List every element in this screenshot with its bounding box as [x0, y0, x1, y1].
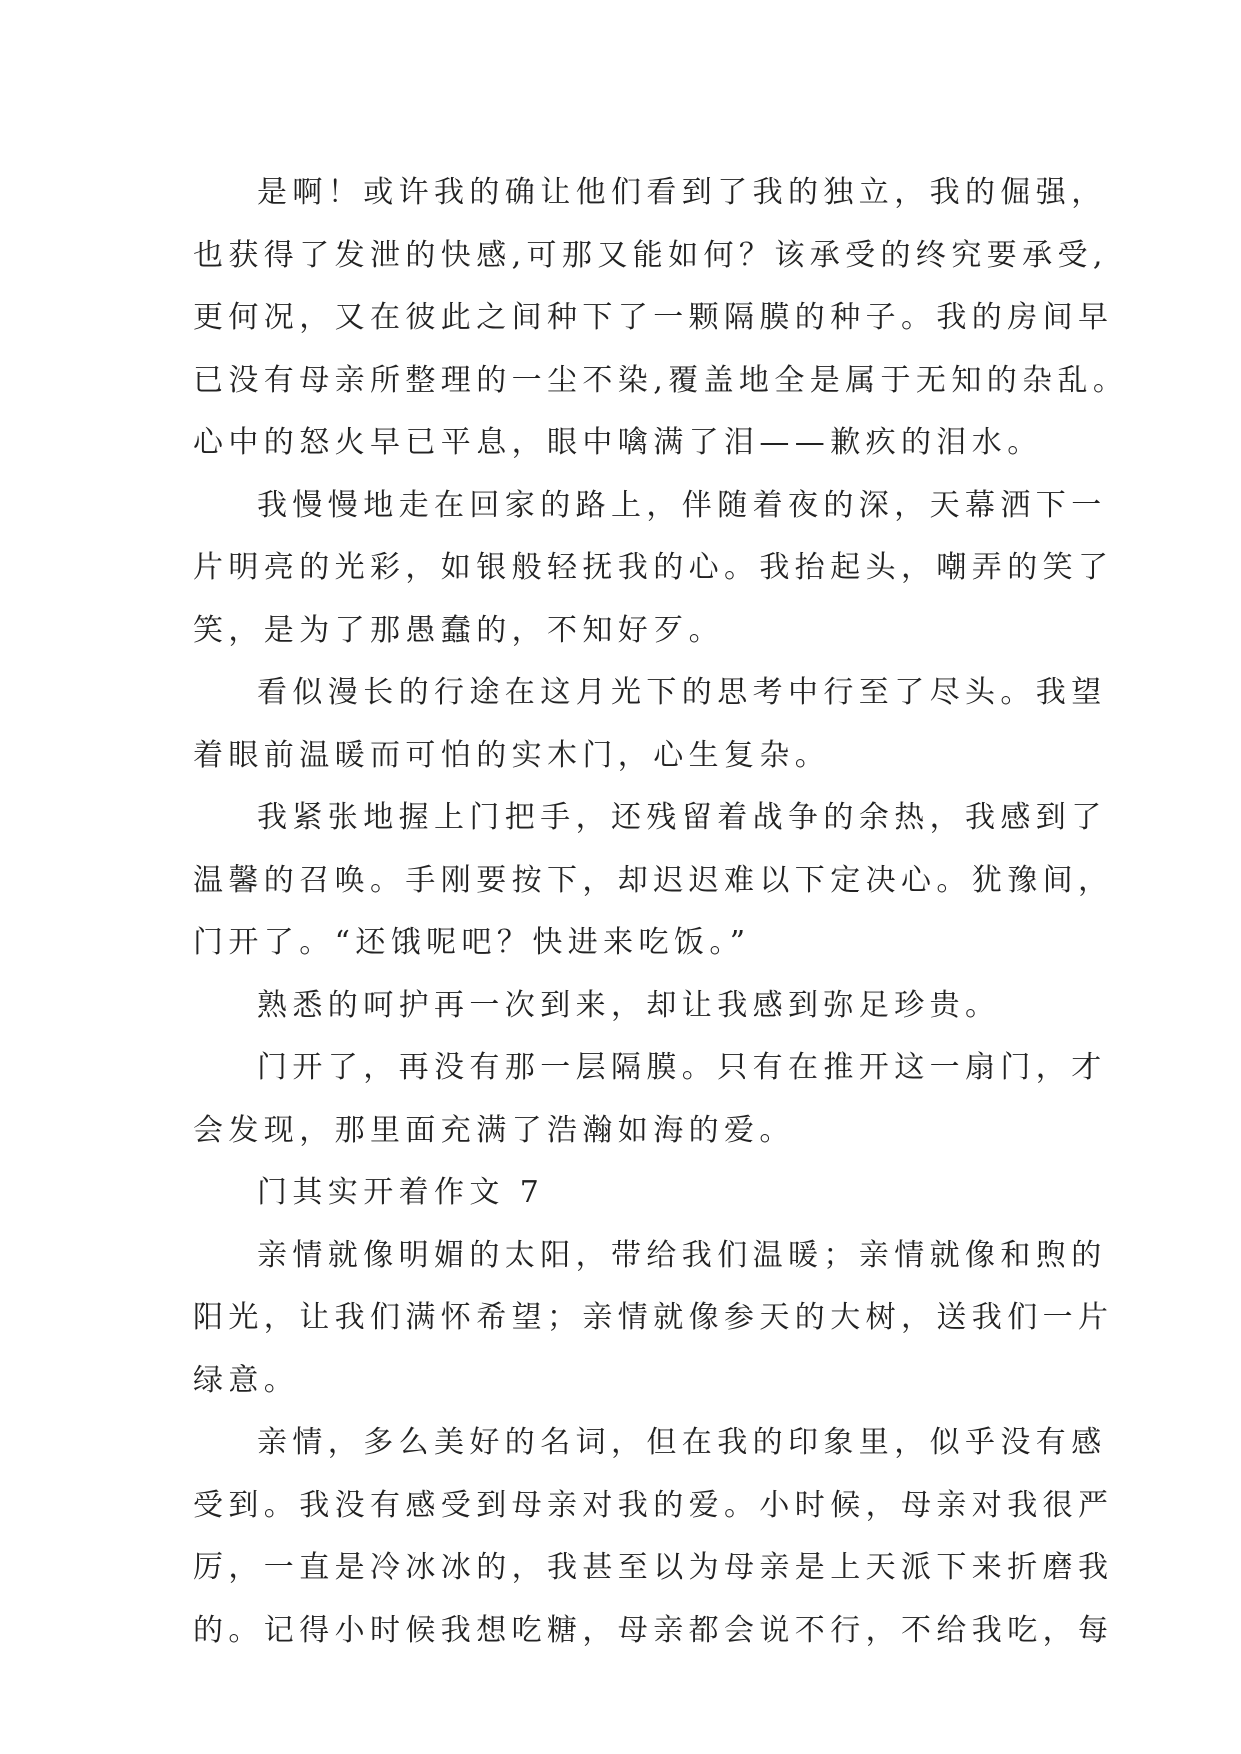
paragraph-1 [193, 162, 1129, 475]
paragraph-6 [193, 1037, 1107, 1162]
text-line: 受到。我没有感受到母亲对我的爱。小时候，母亲对我很严 [193, 1487, 1114, 1523]
text-line: 也获得了发泄的快感,可那又能如何？该承受的终究要承受, [193, 237, 1108, 273]
text-line: 着眼前温暖而可怕的实木门，心生复杂。 [193, 737, 831, 773]
text-line: 门开了。“还饿呢吧？快进来吃饭。” [193, 925, 751, 960]
text-line: 厉，一直是冷冰冰的，我甚至以为母亲是上天派下来折磨我 [193, 1550, 1114, 1585]
text-line: 熟悉的呵护再一次到来，却让我感到弥足珍贵。 [257, 987, 1001, 1023]
text-line: 的。记得小时候我想吃糖，母亲都会说不行，不给我吃，每 [193, 1612, 1114, 1648]
text-line: 我慢慢地走在回家的路上，伴随着夜的深，天幕洒下一 [257, 487, 1107, 523]
document-body [193, 162, 1129, 1662]
text-line: 是啊！或许我的确让他们看到了我的独立，我的倔强， [257, 175, 1107, 210]
text-line: 门开了，再没有那一层隔膜。只有在推开这一扇门，才 [257, 1050, 1107, 1085]
paragraph-8 [193, 1412, 1114, 1662]
text-line: 片明亮的光彩，如银般轻抚我的心。我抬起头，嘲弄的笑了 [193, 550, 1114, 585]
paragraph-2 [193, 475, 1114, 663]
text-line: 亲情，多么美好的名词，但在我的印象里，似乎没有感 [257, 1425, 1107, 1460]
text-line: 亲情就像明媚的太阳，带给我们温暖；亲情就像和煦的 [257, 1237, 1107, 1273]
section-title: 门其实开着作文 7 [257, 1175, 545, 1210]
text-line: 笑，是为了那愚蠢的，不知好歹。 [193, 612, 724, 648]
text-line: 我紧张地握上门把手，还残留着战争的余热，我感到了 [257, 800, 1107, 835]
text-line: 绿意。 [193, 1362, 300, 1398]
text-line: 会发现，那里面充满了浩瀚如海的爱。 [193, 1112, 795, 1148]
section-heading [193, 1162, 1085, 1225]
paragraph-3 [193, 662, 1107, 787]
text-line: 温馨的召唤。手刚要按下，却迟迟难以下定决心。犹豫间， [193, 862, 1114, 898]
paragraph-4 [193, 787, 1114, 975]
paragraph-7 [193, 1225, 1114, 1413]
text-line: 更何况，又在彼此之间种下了一颗隔膜的种子。我的房间早 [193, 300, 1114, 335]
text-line: 阳光，让我们满怀希望；亲情就像参天的大树，送我们一片 [193, 1300, 1114, 1335]
text-line: 看似漫长的行途在这月光下的思考中行至了尽头。我望 [257, 675, 1107, 710]
text-line: 已没有母亲所整理的一尘不染,覆盖地全是属于无知的杂乱。 [193, 362, 1129, 398]
paragraph-5 [193, 975, 1085, 1038]
text-line: 心中的怒火早已平息，眼中噙满了泪——歉疚的泪水。 [193, 425, 1043, 460]
